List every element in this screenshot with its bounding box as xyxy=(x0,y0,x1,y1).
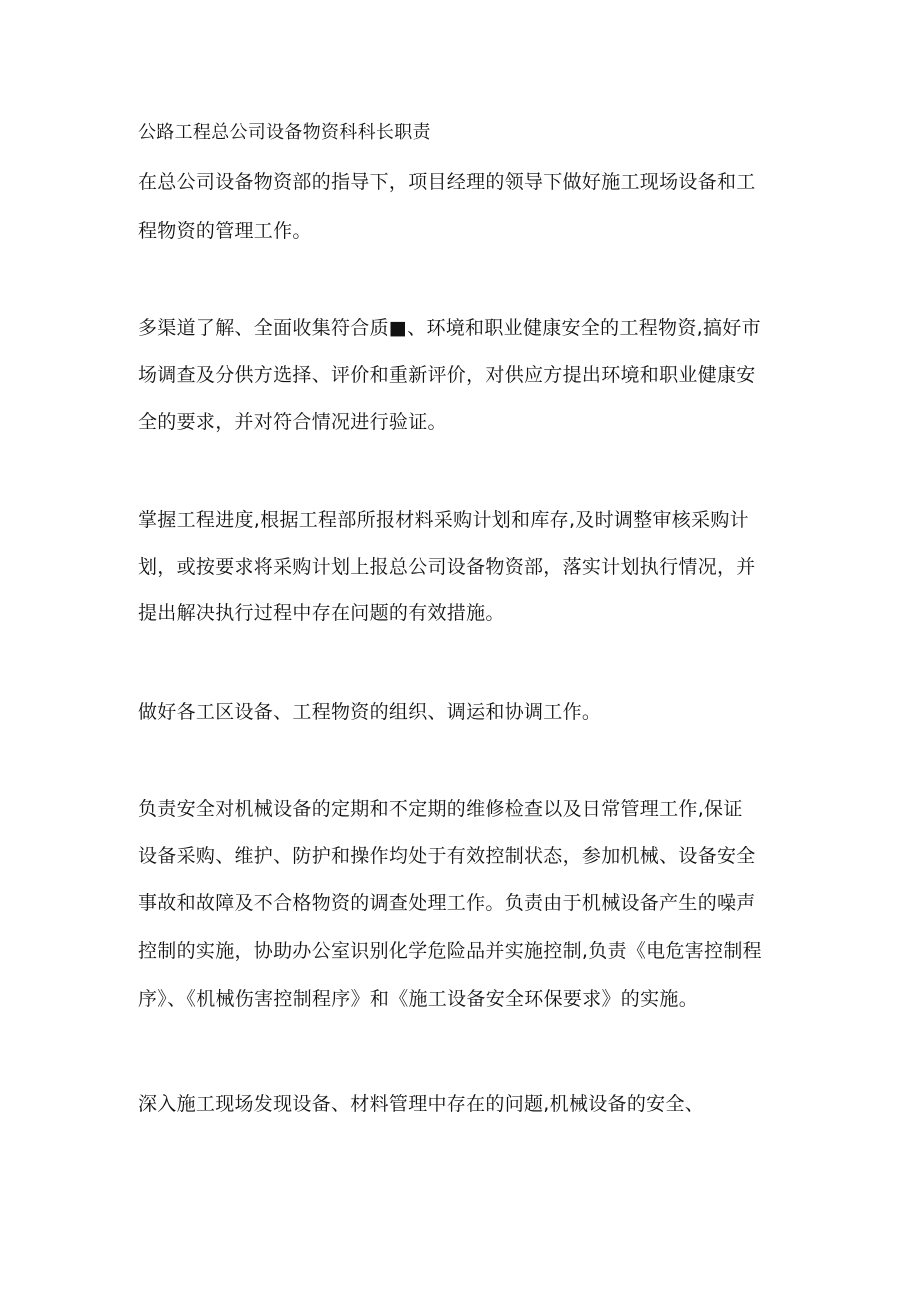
paragraph-1-line-1: 在总公司设备物资部的指导下，项目经理的领导下做好施工现场设备和工 xyxy=(138,171,756,193)
paragraph-3-line-3: 提出解决执行过程中存在问题的有效措施。 xyxy=(138,602,505,624)
paragraph-5-line-5: 序》、《机械伤害控制程序》和《施工设备安全环保要求》的实施。 xyxy=(138,988,699,1010)
paragraph-2-line-1: 多渠道了解、全面收集符合质■、环境和职业健康安全的工程物资,搞好市 xyxy=(138,317,761,339)
paragraph-3-line-1: 掌握工程进度,根据工程部所报材料采购计划和库存,及时调整审核采购计 xyxy=(138,509,749,531)
paragraph-5-line-3: 事故和故障及不合格物资的调查处理工作。负责由于机械设备产生的噪声 xyxy=(138,892,756,914)
paragraph-2-line-2: 场调查及分供方选择、评价和重新评价，对供应方提出环境和职业健康安 xyxy=(138,364,756,386)
paragraph-6-line-1: 深入施工现场发现设备、材料管理中存在的问题,机械设备的安全、 xyxy=(138,1093,705,1115)
paragraph-5-line-4: 控制的实施，协助办公室识别化学危险品并实施控制,负责《电危害控制程 xyxy=(138,940,762,962)
paragraph-2-line-3: 全的要求，并对符合情况进行验证。 xyxy=(138,411,447,433)
paragraph-5-line-1: 负责安全对机械设备的定期和不定期的维修检查以及日常管理工作,保证 xyxy=(138,798,743,820)
paragraph-4-line-1: 做好各工区设备、工程物资的组织、调运和协调工作。 xyxy=(138,701,602,723)
document-title: 公路工程总公司设备物资科科长职责 xyxy=(138,122,431,143)
paragraph-1-line-2: 程物资的管理工作。 xyxy=(138,220,312,242)
paragraph-5-line-2: 设备采购、维护、防护和操作均处于有效控制状态，参加机械、设备安全 xyxy=(138,845,756,867)
paragraph-3-line-2: 划，或按要求将采购计划上报总公司设备物资部，落实计划执行情况，并 xyxy=(138,556,756,578)
